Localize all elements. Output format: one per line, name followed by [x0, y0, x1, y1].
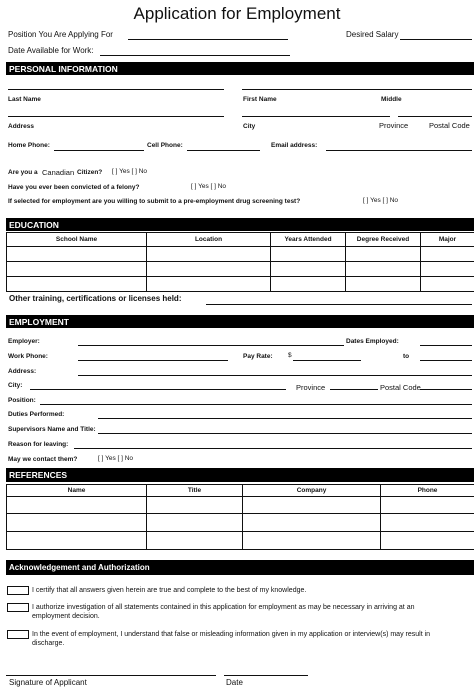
- city-label: City: [243, 123, 256, 130]
- table-cell[interactable]: [7, 262, 147, 277]
- cell-phone-label: Cell Phone:: [147, 142, 183, 149]
- authorize-text: I authorize investigation of all statements contained in this application for employment as may be necessary in arriving at an employment decision.: [32, 604, 415, 620]
- address-label: Address: [8, 123, 35, 130]
- authorize-checkbox[interactable]: [7, 603, 29, 612]
- references-col-company: Company: [243, 485, 381, 497]
- employer-postal-label: Postal Code: [380, 383, 421, 392]
- first-name-field[interactable]: [242, 89, 390, 90]
- middle-field[interactable]: [380, 89, 472, 90]
- references-col-title: Title: [147, 485, 243, 497]
- table-row: [7, 532, 474, 550]
- table-cell[interactable]: [346, 277, 421, 292]
- citizen-options[interactable]: [ ] Yes [ ] No: [112, 168, 148, 175]
- employer-postal-field[interactable]: [420, 389, 472, 390]
- middle-label: Middle: [381, 96, 402, 103]
- pay-rate-label: Pay Rate:: [243, 353, 273, 360]
- date-available-label: Date Available for Work:: [8, 46, 94, 55]
- dollar-sign: $: [288, 352, 292, 359]
- address-field[interactable]: [8, 116, 224, 117]
- last-name-field[interactable]: [8, 89, 224, 90]
- employer-label: Employer:: [8, 338, 40, 345]
- home-phone-field[interactable]: [54, 150, 144, 151]
- supervisor-field[interactable]: [98, 433, 472, 434]
- dates-employed-label: Dates Employed:: [346, 338, 399, 345]
- work-phone-label: Work Phone:: [8, 353, 48, 360]
- table-cell[interactable]: [147, 262, 271, 277]
- date-available-field[interactable]: [100, 55, 290, 56]
- email-label: Email address:: [271, 142, 318, 149]
- dates-employed-field[interactable]: [420, 345, 472, 346]
- table-cell[interactable]: [147, 532, 243, 550]
- table-cell[interactable]: [346, 247, 421, 262]
- acknowledgement-heading: Acknowledgement and Authorization: [6, 560, 474, 575]
- contact-options[interactable]: [ ] Yes [ ] No: [98, 455, 134, 462]
- pay-rate-field[interactable]: [293, 360, 361, 361]
- first-name-label: First Name: [243, 96, 277, 103]
- table-row: [7, 262, 474, 277]
- duties-label: Duties Performed:: [8, 411, 65, 418]
- signature-label: Signature of Applicant: [9, 678, 87, 687]
- salary-field[interactable]: [400, 39, 472, 40]
- education-col-location: Location: [147, 233, 271, 247]
- province-label: Province: [379, 121, 409, 130]
- table-row: [7, 277, 474, 292]
- home-phone-label: Home Phone:: [8, 142, 50, 149]
- date-signed-field[interactable]: [224, 675, 308, 676]
- education-col-major: Major: [421, 233, 474, 247]
- references-table: [6, 484, 474, 550]
- table-cell[interactable]: [421, 262, 474, 277]
- education-col-years: Years Attended: [271, 233, 346, 247]
- salary-label: Desired Salary: [346, 30, 399, 39]
- reason-leaving-field[interactable]: [74, 448, 472, 449]
- table-cell[interactable]: [7, 247, 147, 262]
- certify-text: I certify that all answers given herein are true and complete to the best of my knowledge.: [32, 587, 307, 594]
- employer-province-label: Province: [296, 383, 326, 392]
- table-cell[interactable]: [346, 262, 421, 277]
- dates-to-field[interactable]: [420, 360, 472, 361]
- references-heading: REFERENCES: [6, 468, 474, 482]
- certify-checkbox[interactable]: [7, 586, 29, 595]
- table-row: [7, 514, 474, 532]
- table-cell[interactable]: [381, 514, 474, 532]
- table-cell[interactable]: [271, 262, 346, 277]
- supervisor-label: Supervisors Name and Title:: [8, 426, 96, 433]
- table-cell[interactable]: [7, 532, 147, 550]
- email-field[interactable]: [326, 150, 472, 151]
- page-title: Application for Employment: [133, 4, 341, 23]
- table-cell[interactable]: [243, 514, 381, 532]
- table-cell[interactable]: [271, 247, 346, 262]
- personal-info-heading: PERSONAL INFORMATION: [6, 62, 474, 75]
- position-field[interactable]: [128, 39, 288, 40]
- work-phone-field[interactable]: [78, 360, 228, 361]
- table-cell[interactable]: [7, 277, 147, 292]
- position-held-label: Position:: [8, 397, 36, 404]
- education-table: [6, 232, 474, 292]
- province-postal-field[interactable]: [398, 116, 472, 117]
- signature-field[interactable]: [6, 675, 216, 676]
- table-row: [7, 247, 474, 262]
- education-heading: EDUCATION: [6, 218, 474, 231]
- reason-leaving-label: Reason for leaving:: [8, 441, 69, 448]
- felony-question: Have you ever been convicted of a felony?: [8, 184, 140, 191]
- date-signed-label: Date: [226, 678, 243, 687]
- felony-options[interactable]: [ ] Yes [ ] No: [191, 183, 227, 190]
- employment-heading: EMPLOYMENT: [6, 315, 474, 328]
- employer-address-label: Address:: [8, 368, 37, 375]
- position-held-field[interactable]: [40, 404, 472, 405]
- references-col-phone: Phone: [381, 485, 474, 497]
- table-cell[interactable]: [381, 532, 474, 550]
- table-cell[interactable]: [7, 497, 147, 514]
- drug-test-question: If selected for employment are you willing to submit to a pre-employment drug screening test?: [8, 198, 301, 205]
- last-name-label: Last Name: [8, 96, 41, 103]
- references-col-name: Name: [7, 485, 147, 497]
- table-cell[interactable]: [147, 497, 243, 514]
- duties-field[interactable]: [98, 418, 472, 419]
- table-cell[interactable]: [381, 497, 474, 514]
- employer-city-label: City:: [8, 382, 23, 389]
- citizen-question-a: Are you a: [8, 169, 38, 176]
- table-cell[interactable]: [421, 247, 474, 262]
- employer-address-field[interactable]: [78, 375, 472, 376]
- employer-field[interactable]: [78, 345, 344, 346]
- drug-test-options[interactable]: [ ] Yes [ ] No: [363, 197, 399, 204]
- table-cell[interactable]: [421, 277, 474, 292]
- city-field[interactable]: [242, 116, 390, 117]
- table-cell[interactable]: [147, 514, 243, 532]
- table-cell[interactable]: [243, 532, 381, 550]
- discharge-text: In the event of employment, I understand that false or misleading information given in my application or interview(s) may result in discharge.: [32, 631, 431, 647]
- cell-phone-field[interactable]: [187, 150, 260, 151]
- citizen-question-b: Canadian: [42, 168, 75, 177]
- table-cell[interactable]: [147, 277, 271, 292]
- position-label: Position You Are Applying For: [8, 30, 113, 39]
- employer-city-field[interactable]: [30, 389, 286, 390]
- discharge-checkbox[interactable]: [7, 630, 29, 639]
- education-col-degree: Degree Received: [346, 233, 421, 247]
- other-training-label: Other training, certifications or licenses held:: [9, 294, 182, 303]
- contact-question: May we contact them?: [8, 456, 78, 463]
- table-cell[interactable]: [243, 497, 381, 514]
- table-row: [7, 497, 474, 514]
- other-training-field[interactable]: [206, 304, 472, 305]
- employer-province-field[interactable]: [330, 389, 378, 390]
- table-cell[interactable]: [147, 247, 271, 262]
- education-col-school: School Name: [7, 233, 147, 247]
- table-cell[interactable]: [7, 514, 147, 532]
- to-label: to: [403, 353, 410, 360]
- postal-code-label: Postal Code: [429, 121, 470, 130]
- table-cell[interactable]: [271, 277, 346, 292]
- citizen-question-c: Citizen?: [77, 169, 103, 176]
